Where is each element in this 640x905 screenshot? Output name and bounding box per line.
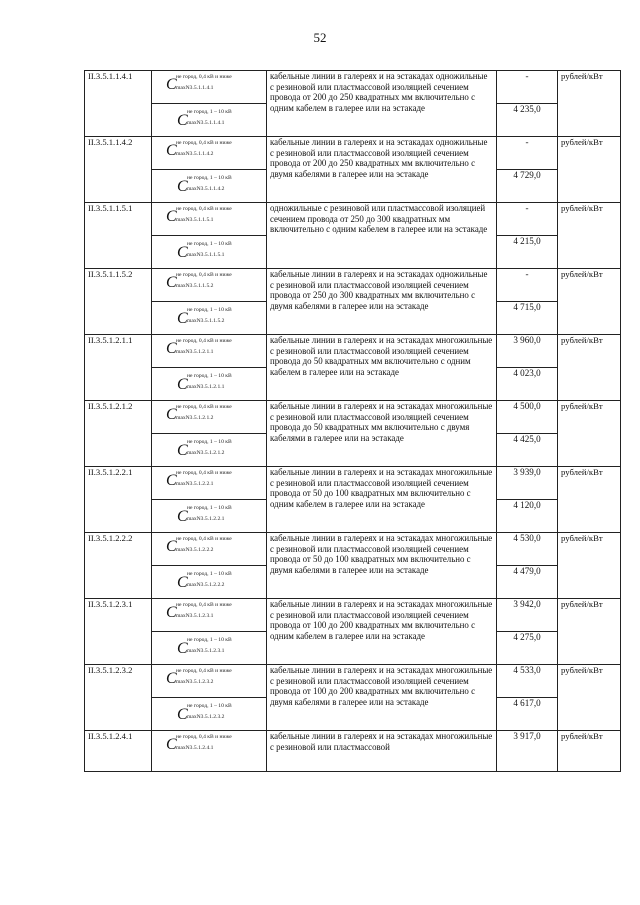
symbol-letter: C bbox=[166, 736, 177, 753]
tariff-code: II.3.5.1.2.4.1 bbox=[85, 731, 152, 772]
symbol-letter: C bbox=[177, 178, 188, 195]
symbol-letter: C bbox=[166, 406, 177, 423]
symbol-subscript-index: 3.5.1.2.2.1 bbox=[200, 516, 225, 522]
tariff-description: кабельные линии в галереях и на эстакадах многожильные с резиновой или пластмассовой изоляцией сечением провода от 50 до 100 квадратных мм включительно с двумя кабелями в галерее или на эстакаде bbox=[267, 533, 497, 599]
tariff-value-low-voltage: 3 942,0 bbox=[497, 599, 558, 632]
symbol-superscript: не город, 1 – 10 кВ bbox=[187, 703, 232, 709]
tariff-code: II.3.5.1.2.3.1 bbox=[85, 599, 152, 665]
symbol-letter: C bbox=[177, 640, 188, 657]
symbol-subscript-index: 3.5.1.1.5.1 bbox=[200, 252, 225, 258]
tariff-code: II.3.5.1.2.1.2 bbox=[85, 401, 152, 467]
symbol-subscript-prefix: maxN bbox=[176, 283, 190, 289]
table-row bbox=[85, 533, 621, 566]
symbol-superscript: не город, 1 – 10 кВ bbox=[187, 571, 232, 577]
tariff-symbol-cell bbox=[152, 368, 267, 401]
symbol-subscript-prefix: maxN bbox=[176, 547, 190, 553]
symbol-superscript: не город, 0,4 кВ и ниже bbox=[176, 404, 232, 410]
tariff-symbol-cell bbox=[152, 665, 267, 698]
symbol-subscript bbox=[187, 648, 224, 654]
symbol-superscript: не город, 1 – 10 кВ bbox=[187, 505, 232, 511]
table-row bbox=[85, 467, 621, 500]
symbol-superscript: не город, 0,4 кВ и ниже bbox=[176, 74, 232, 80]
tariff-value-mid-voltage: 4 715,0 bbox=[497, 302, 558, 335]
symbol-subscript bbox=[187, 384, 224, 390]
symbol-subscript-prefix: maxN bbox=[176, 481, 190, 487]
symbol-subscript-index: 3.5.1.2.2.2 bbox=[200, 582, 225, 588]
symbol-superscript: не город, 0,4 кВ и ниже bbox=[176, 602, 232, 608]
page-number: 52 bbox=[313, 30, 327, 45]
symbol-subscript-index: 3.5.1.2.3.2 bbox=[200, 714, 225, 720]
symbol-subscript-index: 3.5.1.2.4.1 bbox=[189, 745, 214, 751]
symbol-subscript bbox=[187, 186, 224, 192]
symbol-letter: C bbox=[177, 376, 188, 393]
tariff-symbol-cell bbox=[152, 236, 267, 269]
symbol-subscript-index: 3.5.1.1.4.1 bbox=[200, 120, 225, 126]
tariff-symbol bbox=[155, 236, 263, 268]
tariff-unit: рублей/кВт bbox=[558, 335, 621, 401]
symbol-superscript: не город, 0,4 кВ и ниже bbox=[176, 536, 232, 542]
symbol-superscript: не город, 0,4 кВ и ниже bbox=[176, 734, 232, 740]
tariff-symbol bbox=[155, 665, 263, 697]
tariff-value-low-voltage: - bbox=[497, 71, 558, 104]
symbol-letter: C bbox=[166, 142, 177, 159]
tariff-value-low-voltage: - bbox=[497, 203, 558, 236]
symbol-subscript-index: 3.5.1.1.4.2 bbox=[200, 186, 225, 192]
tariff-unit: рублей/кВт bbox=[558, 731, 621, 772]
tariff-code: II.3.5.1.2.2.1 bbox=[85, 467, 152, 533]
symbol-subscript-prefix: maxN bbox=[176, 745, 190, 751]
tariff-code: II.3.5.1.1.4.1 bbox=[85, 71, 152, 137]
tariff-symbol bbox=[155, 599, 263, 631]
symbol-superscript: не город, 1 – 10 кВ bbox=[187, 109, 232, 115]
symbol-superscript: не город, 1 – 10 кВ bbox=[187, 439, 232, 445]
symbol-subscript bbox=[187, 450, 224, 456]
symbol-letter: C bbox=[177, 244, 188, 261]
symbol-letter: C bbox=[166, 604, 177, 621]
symbol-subscript-index: 3.5.1.2.1.1 bbox=[189, 349, 214, 355]
tariff-symbol-cell bbox=[152, 71, 267, 104]
tariff-symbol bbox=[155, 203, 263, 235]
tariff-symbol-cell bbox=[152, 566, 267, 599]
tariff-unit: рублей/кВт bbox=[558, 467, 621, 533]
tariff-description: кабельные линии в галереях и на эстакадах одножильные с резиновой или пластмассовой изоляцией сечением провода от 200 до 250 квадратных мм включительно с одним кабелем в галерее или на эстакаде bbox=[267, 71, 497, 137]
symbol-subscript-index: 3.5.1.1.5.2 bbox=[200, 318, 225, 324]
tariff-symbol bbox=[155, 335, 263, 367]
table-row bbox=[85, 599, 621, 632]
tariff-code: II.3.5.1.1.5.1 bbox=[85, 203, 152, 269]
table-row bbox=[85, 401, 621, 434]
symbol-subscript bbox=[176, 415, 213, 421]
tariff-value-mid-voltage: 4 120,0 bbox=[497, 500, 558, 533]
symbol-superscript: не город, 1 – 10 кВ bbox=[187, 241, 232, 247]
tariff-description: кабельные линии в галереях и на эстакадах многожильные с резиновой или пластмассовой изоляцией сечением провода от 100 до 200 квадратных мм включительно с двумя кабелями в галерее или на эстакаде bbox=[267, 665, 497, 731]
symbol-superscript: не город, 1 – 10 кВ bbox=[187, 373, 232, 379]
symbol-subscript-prefix: maxN bbox=[187, 120, 201, 126]
symbol-letter: C bbox=[177, 574, 188, 591]
tariff-symbol bbox=[155, 533, 263, 565]
tariff-value-low-voltage: 4 500,0 bbox=[497, 401, 558, 434]
tariff-code: II.3.5.1.1.4.2 bbox=[85, 137, 152, 203]
tariff-unit: рублей/кВт bbox=[558, 137, 621, 203]
tariff-symbol-cell bbox=[152, 335, 267, 368]
symbol-subscript-prefix: maxN bbox=[176, 85, 190, 91]
symbol-letter: C bbox=[166, 340, 177, 357]
tariff-symbol-cell bbox=[152, 269, 267, 302]
symbol-subscript bbox=[176, 481, 213, 487]
tariff-unit: рублей/кВт bbox=[558, 665, 621, 731]
tariff-value-low-voltage: 3 960,0 bbox=[497, 335, 558, 368]
tariff-value-low-voltage: 3 939,0 bbox=[497, 467, 558, 500]
tariff-code: II.3.5.1.1.5.2 bbox=[85, 269, 152, 335]
tariff-symbol bbox=[155, 137, 263, 169]
table-row bbox=[85, 203, 621, 236]
table-row bbox=[85, 137, 621, 170]
symbol-superscript: не город, 0,4 кВ и ниже bbox=[176, 668, 232, 674]
tariff-symbol bbox=[155, 731, 263, 771]
symbol-subscript bbox=[176, 679, 213, 685]
tariff-symbol bbox=[155, 368, 263, 400]
tariff-symbol bbox=[155, 698, 263, 730]
tariff-description: одножильные с резиновой или пластмассовой изоляцией сечением провода от 250 до 300 квадратных мм включительно с одним кабелем в галерее или на эстакаде bbox=[267, 203, 497, 269]
symbol-letter: C bbox=[177, 508, 188, 525]
symbol-letter: C bbox=[177, 706, 188, 723]
tariff-unit: рублей/кВт bbox=[558, 401, 621, 467]
symbol-subscript-prefix: maxN bbox=[176, 613, 190, 619]
symbol-superscript: не город, 0,4 кВ и ниже bbox=[176, 338, 232, 344]
symbol-subscript-prefix: maxN bbox=[176, 217, 190, 223]
tariff-value-mid-voltage: 4 275,0 bbox=[497, 632, 558, 665]
tariff-value-mid-voltage: 4 729,0 bbox=[497, 170, 558, 203]
symbol-superscript: не город, 1 – 10 кВ bbox=[187, 307, 232, 313]
tariff-symbol-cell bbox=[152, 500, 267, 533]
symbol-letter: C bbox=[177, 442, 188, 459]
tariff-description: кабельные линии в галереях и на эстакадах одножильные с резиновой или пластмассовой изоляцией сечением провода от 250 до 300 квадратных мм включительно с двумя кабелями в галерее или на эстакаде bbox=[267, 269, 497, 335]
tariff-value-mid-voltage: 4 023,0 bbox=[497, 368, 558, 401]
tariff-symbol-cell bbox=[152, 467, 267, 500]
tariff-description: кабельные линии в галереях и на эстакадах одножильные с резиновой или пластмассовой изоляцией сечением провода от 200 до 250 квадратных мм включительно с двумя кабелями в галерее или на эстакаде bbox=[267, 137, 497, 203]
tariff-value-mid-voltage: 4 479,0 bbox=[497, 566, 558, 599]
symbol-subscript bbox=[176, 745, 213, 751]
tariff-symbol bbox=[155, 269, 263, 301]
tariff-symbol bbox=[155, 566, 263, 598]
symbol-subscript-prefix: maxN bbox=[176, 349, 190, 355]
tariff-value-mid-voltage: 4 215,0 bbox=[497, 236, 558, 269]
symbol-subscript bbox=[187, 516, 224, 522]
tariff-code: II.3.5.1.2.2.2 bbox=[85, 533, 152, 599]
tariff-symbol bbox=[155, 467, 263, 499]
symbol-subscript-prefix: maxN bbox=[187, 186, 201, 192]
tariff-description: кабельные линии в галереях и на эстакадах многожильные с резиновой или пластмассовой изоляцией сечением провода от 50 до 100 квадратных мм включительно с одним кабелем в галерее или на эстакаде bbox=[267, 467, 497, 533]
symbol-letter: C bbox=[166, 208, 177, 225]
symbol-subscript bbox=[176, 217, 213, 223]
symbol-subscript-index: 3.5.1.2.2.1 bbox=[189, 481, 214, 487]
symbol-subscript-index: 3.5.1.2.1.1 bbox=[200, 384, 225, 390]
symbol-letter: C bbox=[166, 76, 177, 93]
symbol-letter: C bbox=[166, 274, 177, 291]
tariff-symbol-cell bbox=[152, 401, 267, 434]
symbol-subscript-prefix: maxN bbox=[176, 415, 190, 421]
symbol-superscript: не город, 0,4 кВ и ниже bbox=[176, 140, 232, 146]
symbol-superscript: не город, 1 – 10 кВ bbox=[187, 637, 232, 643]
table-row bbox=[85, 731, 621, 772]
symbol-subscript-prefix: maxN bbox=[187, 450, 201, 456]
symbol-subscript-index: 3.5.1.1.4.2 bbox=[189, 151, 214, 157]
symbol-subscript-prefix: maxN bbox=[187, 252, 201, 258]
tariff-value-mid-voltage: 4 235,0 bbox=[497, 104, 558, 137]
symbol-superscript: не город, 0,4 кВ и ниже bbox=[176, 272, 232, 278]
tariff-description: кабельные линии в галереях и на эстакадах многожильные с резиновой или пластмассовой bbox=[267, 731, 497, 772]
symbol-subscript-index: 3.5.1.2.3.1 bbox=[189, 613, 214, 619]
symbol-subscript-index: 3.5.1.1.5.1 bbox=[189, 217, 214, 223]
table-row bbox=[85, 71, 621, 104]
tariff-symbol bbox=[155, 302, 263, 334]
tariff-symbol bbox=[155, 170, 263, 202]
symbol-subscript-prefix: maxN bbox=[187, 582, 201, 588]
symbol-letter: C bbox=[166, 538, 177, 555]
symbol-superscript: не город, 1 – 10 кВ bbox=[187, 175, 232, 181]
symbol-subscript bbox=[176, 283, 213, 289]
tariff-value-low-voltage: 4 530,0 bbox=[497, 533, 558, 566]
tariff-description: кабельные линии в галереях и на эстакадах многожильные с резиновой или пластмассовой изоляцией сечением провода от 100 до 200 квадратных мм включительно с одним кабелем в галерее или на эстакаде bbox=[267, 599, 497, 665]
symbol-subscript-prefix: maxN bbox=[187, 714, 201, 720]
tariff-unit: рублей/кВт bbox=[558, 599, 621, 665]
symbol-subscript bbox=[187, 318, 224, 324]
tariff-symbol-cell bbox=[152, 302, 267, 335]
symbol-subscript-prefix: maxN bbox=[187, 516, 201, 522]
table-row bbox=[85, 269, 621, 302]
symbol-superscript: не город, 0,4 кВ и ниже bbox=[176, 206, 232, 212]
tariff-value-mid-voltage: 4 617,0 bbox=[497, 698, 558, 731]
tariff-symbol-cell bbox=[152, 137, 267, 170]
tariff-value-mid-voltage: 4 425,0 bbox=[497, 434, 558, 467]
tariff-symbol-cell bbox=[152, 104, 267, 137]
symbol-subscript-index: 3.5.1.1.5.2 bbox=[189, 283, 214, 289]
symbol-subscript bbox=[187, 120, 224, 126]
tariff-symbol-cell bbox=[152, 731, 267, 772]
symbol-subscript-prefix: maxN bbox=[187, 648, 201, 654]
symbol-subscript-index: 3.5.1.2.1.2 bbox=[200, 450, 225, 456]
tariff-unit: рублей/кВт bbox=[558, 203, 621, 269]
tariff-unit: рублей/кВт bbox=[558, 533, 621, 599]
symbol-letter: C bbox=[166, 670, 177, 687]
symbol-subscript-index: 3.5.1.2.3.1 bbox=[200, 648, 225, 654]
symbol-subscript bbox=[187, 582, 224, 588]
symbol-subscript bbox=[176, 613, 213, 619]
symbol-subscript bbox=[176, 151, 213, 157]
tariff-table bbox=[84, 70, 621, 772]
tariff-symbol bbox=[155, 500, 263, 532]
symbol-subscript-index: 3.5.1.2.1.2 bbox=[189, 415, 214, 421]
tariff-symbol-cell bbox=[152, 203, 267, 236]
table-row bbox=[85, 665, 621, 698]
symbol-subscript bbox=[187, 714, 224, 720]
symbol-subscript-index: 3.5.1.2.2.2 bbox=[189, 547, 214, 553]
tariff-table-body bbox=[85, 71, 621, 772]
symbol-subscript-prefix: maxN bbox=[176, 679, 190, 685]
symbol-letter: C bbox=[177, 112, 188, 129]
tariff-symbol-cell bbox=[152, 170, 267, 203]
symbol-subscript-prefix: maxN bbox=[187, 318, 201, 324]
tariff-description: кабельные линии в галереях и на эстакадах многожильные с резиновой или пластмассовой изоляцией сечением провода до 50 квадратных мм включительно с двумя кабелями в галерее или на эстакаде bbox=[267, 401, 497, 467]
tariff-value-low-voltage: 4 533,0 bbox=[497, 665, 558, 698]
tariff-symbol bbox=[155, 104, 263, 136]
tariff-symbol bbox=[155, 71, 263, 103]
symbol-subscript bbox=[176, 85, 213, 91]
tariff-code: II.3.5.1.2.3.2 bbox=[85, 665, 152, 731]
symbol-subscript bbox=[176, 547, 213, 553]
tariff-code: II.3.5.1.2.1.1 bbox=[85, 335, 152, 401]
symbol-subscript bbox=[176, 349, 213, 355]
symbol-superscript: не город, 0,4 кВ и ниже bbox=[176, 470, 232, 476]
symbol-subscript-prefix: maxN bbox=[187, 384, 201, 390]
symbol-subscript-prefix: maxN bbox=[176, 151, 190, 157]
tariff-value-low-voltage: 3 917,0 bbox=[497, 731, 558, 772]
tariff-symbol bbox=[155, 632, 263, 664]
symbol-letter: C bbox=[177, 310, 188, 327]
symbol-subscript-index: 3.5.1.1.4.1 bbox=[189, 85, 214, 91]
tariff-unit: рублей/кВт bbox=[558, 71, 621, 137]
tariff-symbol bbox=[155, 434, 263, 466]
tariff-symbol-cell bbox=[152, 599, 267, 632]
tariff-symbol-cell bbox=[152, 698, 267, 731]
tariff-value-low-voltage: - bbox=[497, 137, 558, 170]
symbol-subscript-index: 3.5.1.2.3.2 bbox=[189, 679, 214, 685]
tariff-unit: рублей/кВт bbox=[558, 269, 621, 335]
tariff-description: кабельные линии в галереях и на эстакадах многожильные с резиновой или пластмассовой изоляцией сечением провода до 50 квадратных мм включительно с одним кабелем в галерее или на эстакаде bbox=[267, 335, 497, 401]
tariff-value-low-voltage: - bbox=[497, 269, 558, 302]
table-row bbox=[85, 335, 621, 368]
tariff-symbol-cell bbox=[152, 434, 267, 467]
tariff-symbol-cell bbox=[152, 632, 267, 665]
symbol-letter: C bbox=[166, 472, 177, 489]
tariff-symbol bbox=[155, 401, 263, 433]
symbol-subscript bbox=[187, 252, 224, 258]
tariff-symbol-cell bbox=[152, 533, 267, 566]
